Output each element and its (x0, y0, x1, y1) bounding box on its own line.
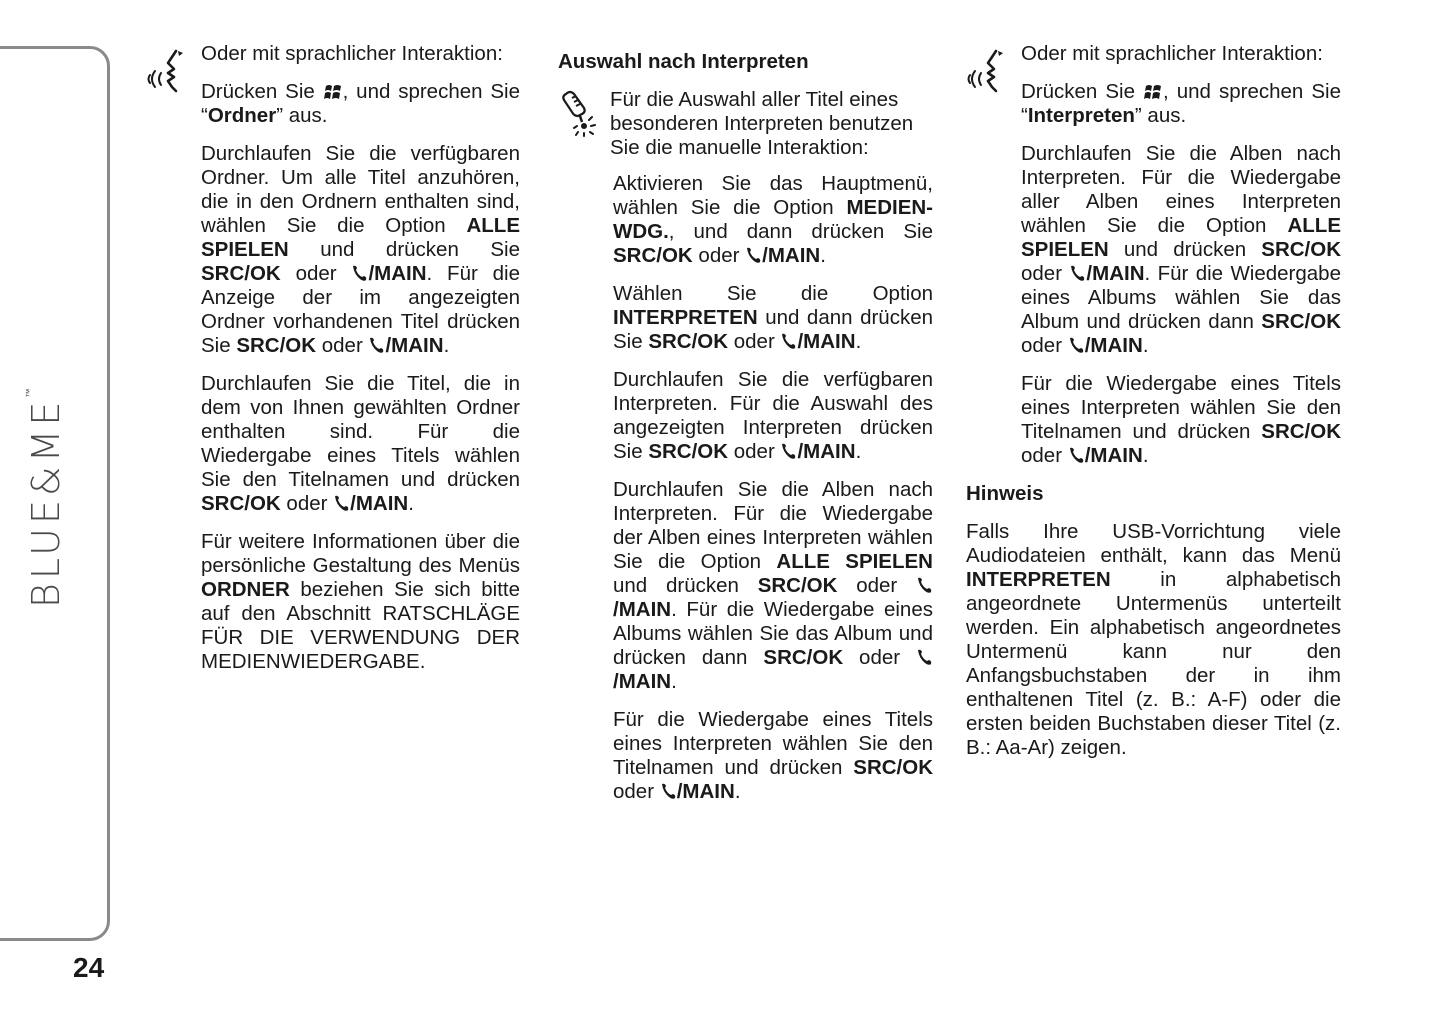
phone-key-icon (351, 264, 367, 282)
phone-key-icon (780, 442, 796, 460)
phone-key-icon (916, 576, 932, 594)
paragraph: Aktivieren Sie das Hauptmenü, wählen Sie die Option MEDIEN-WDG., und dann drücken Sie SRC/OK oder /MAIN. (613, 172, 933, 267)
column-2 (558, 50, 933, 818)
phone-key-icon (333, 494, 349, 512)
paragraph: Wählen Sie die Option INTERPRETEN und dann drücken Sie SRC/OK oder /MAIN. (613, 282, 933, 353)
phone-key-icon (780, 332, 796, 350)
paragraph: Für weitere Informationen über die persönliche Gestaltung des Menüs ORDNER beziehen Sie sich bitte auf den Abschnitt RATSCHLÄGE FÜR DIE VERWENDUNG DER MEDIENWIEDERGABE. (201, 530, 520, 673)
page-number: 24 (73, 952, 105, 983)
brand-logo: BLUE&ME™ (24, 388, 68, 608)
column-1 (201, 42, 520, 688)
section-heading: Auswahl nach Interpreten (558, 50, 809, 73)
paragraph: Durchlaufen Sie die Alben nach Interpreten. Für die Wiedergabe der Alben eines Interpreten wählen Sie die Option ALLE SPIELEN und drücken SRC/OK oder /MAIN. Für die Wiedergabe eines Albums wählen Sie das Album und drücken dann SRC/OK oder /MAIN. (613, 478, 933, 693)
voice-instruction: Drücken Sie , und sprechen Sie “Ordner” aus. (201, 80, 520, 127)
paragraph: Für die Wiedergabe eines Titels eines Interpreten wählen Sie den Titelnamen und drücken SRC/OK oder /MAIN. (1021, 372, 1341, 467)
voice-interaction-icon (146, 47, 186, 95)
note-text: Falls Ihre USB-Vorrichtung viele Audiodateien enthält, kann das Menü INTERPRETEN in alphabetisch angeordnete Untermenüs unterteilt werden. Ein alphabetisch angeordnetes Untermenü kann nur den Anfangsbuchstaben der in ihm enthaltenen Titel (z. B.: A-F) oder die ersten beiden Buchstaben dieser Titel (z. B.: Aa-Ar) zeigen. (966, 520, 1341, 759)
windows-key-icon (1144, 83, 1162, 101)
paragraph: Durchlaufen Sie die verfügbaren Interpreten. Für die Auswahl des angezeigten Interpreten drücken Sie SRC/OK oder /MAIN. (613, 368, 933, 463)
phone-key-icon (1068, 446, 1084, 464)
paragraph: Durchlaufen Sie die verfügbaren Ordner. Um alle Titel anzuhören, die in den Ordnern enthalten sind, wählen Sie die Option ALLE SPIELEN und drücken Sie SRC/OK oder /MAIN. Für die Anzeige der im angezeigten Ordner vorhandenen Titel drücken Sie SRC/OK oder /MAIN. (201, 142, 520, 357)
voice-instruction: Drücken Sie , und sprechen Sie “Interpreten” aus. (1021, 80, 1341, 127)
voice-intro: Oder mit sprachlicher Interaktion: (1021, 42, 1323, 65)
phone-key-icon (1069, 264, 1085, 282)
note-heading: Hinweis (966, 482, 1044, 505)
windows-key-icon (324, 83, 342, 101)
paragraph: Durchlaufen Sie die Alben nach Interpreten. Für die Wiedergabe aller Alben eines Interpreten wählen Sie die Option ALLE SPIELEN und drücken SRC/OK oder /MAIN. Für die Wiedergabe eines Albums wählen Sie das Album und drücken dann SRC/OK oder /MAIN. (1021, 142, 1341, 357)
voice-intro: Oder mit sprachlicher Interaktion: (201, 42, 503, 65)
paragraph: Für die Wiedergabe eines Titels eines Interpreten wählen Sie den Titelnamen und drücken SRC/OK oder /MAIN. (613, 708, 933, 803)
paragraph: Durchlaufen Sie die Titel, die in dem von Ihnen gewählten Ordner enthalten sind. Für die Wiedergabe eines Titels wählen Sie den Titelnamen und drücken SRC/OK oder /MAIN. (201, 372, 520, 515)
phone-key-icon (1068, 336, 1084, 354)
manual-intro: Für die Auswahl aller Titel eines besonderen Interpreten benutzen Sie die manuelle Interaktion: (610, 88, 914, 159)
phone-key-icon (916, 648, 932, 666)
phone-key-icon (745, 246, 761, 264)
phone-key-icon (368, 336, 384, 354)
column-3 (966, 42, 1341, 774)
phone-key-icon (660, 782, 676, 800)
